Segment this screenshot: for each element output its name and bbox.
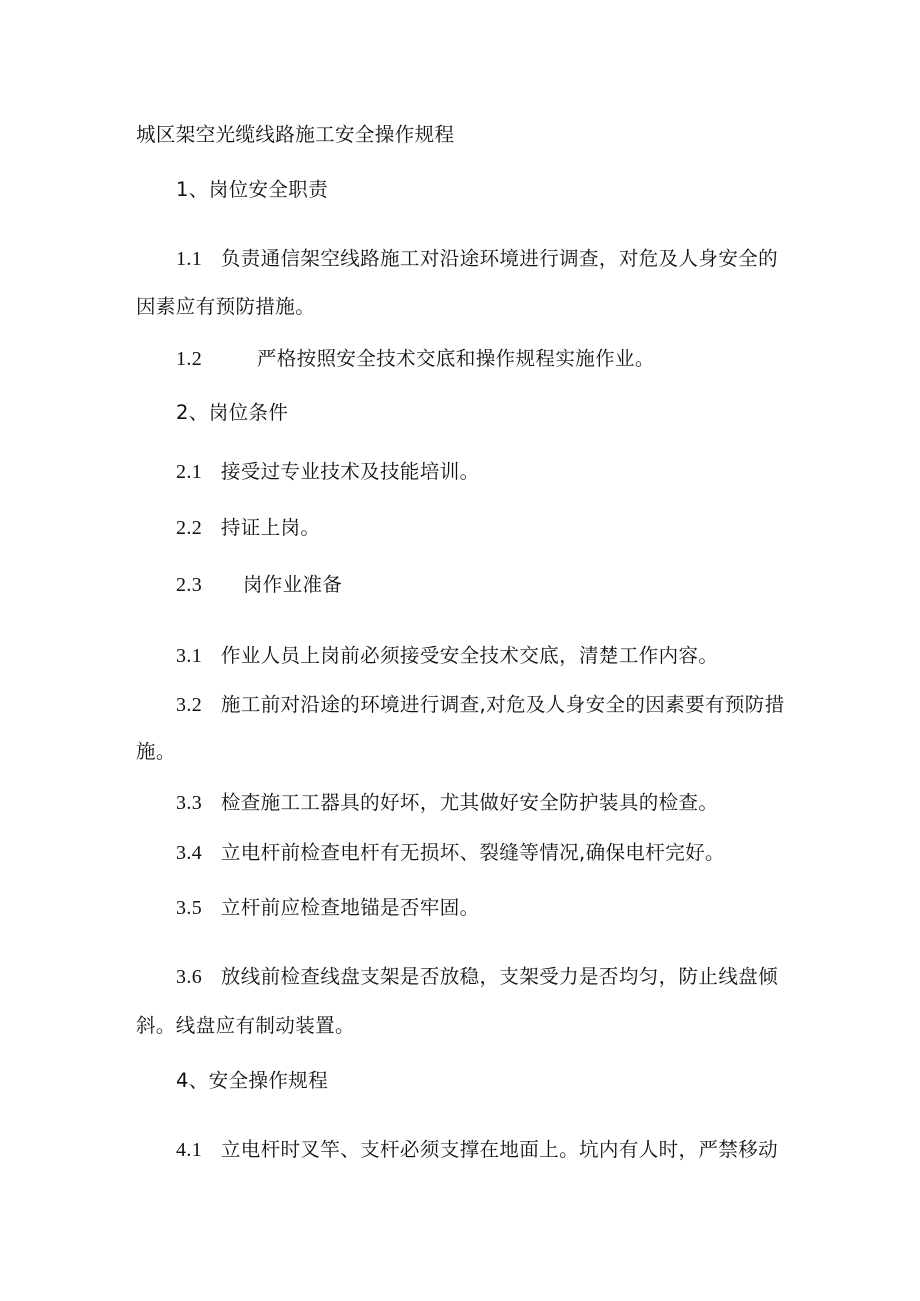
- clause-1-1-continued: 因素应有预防措施。: [136, 295, 316, 318]
- clause-text: 立电杆前检查电杆有无损坏、裂缝等情况,确保电杆完好。: [220, 841, 725, 864]
- clause-4-1: [176, 1137, 778, 1163]
- clause-number: 1.2: [176, 348, 203, 370]
- clause-number: 3.6: [176, 966, 203, 988]
- clause-text: 放线前检查线盘支架是否放稳，支架受力是否均匀，防止线盘倾: [220, 965, 779, 988]
- clause-number: 3.2: [176, 694, 203, 716]
- section-heading-2: 2、岗位条件: [176, 401, 289, 424]
- clause-3-2-continued: 施。: [136, 740, 176, 763]
- clause-text: 岗作业准备: [242, 573, 343, 596]
- clause-3-1: [176, 643, 718, 669]
- clause-2-1: [176, 459, 480, 485]
- clause-1-1: [176, 246, 778, 272]
- clause-number: 1.1: [176, 248, 203, 270]
- clause-text: 负责通信架空线路施工对沿途环境进行调查，对危及人身安全的: [220, 247, 779, 270]
- clause-text: 严格按照安全技术交底和操作规程实施作业。: [256, 347, 655, 370]
- clause-3-3: [176, 790, 718, 816]
- section-heading-1: 1、岗位安全职责: [176, 178, 329, 201]
- clause-text: 检查施工工器具的好坏，尤其做好安全防护装具的检查。: [220, 791, 719, 814]
- clause-number: 3.5: [176, 897, 203, 919]
- clause-text: 持证上岗。: [220, 516, 321, 539]
- section-heading-4: 4、安全操作规程: [176, 1069, 329, 1092]
- clause-number: 3.4: [176, 842, 203, 864]
- clause-text: 施工前对沿途的环境进行调查,对危及人身安全的因素要有预防措: [220, 693, 785, 716]
- document-title: 城区架空光缆线路施工安全操作规程: [136, 123, 455, 146]
- clause-text: 立电杆时叉竿、支杆必须支撑在地面上。坑内有人时，严禁移动: [220, 1138, 779, 1161]
- clause-number: 2.2: [176, 517, 203, 539]
- clause-2-3: [176, 572, 342, 598]
- clause-3-2: [176, 692, 785, 718]
- clause-text: 接受过专业技术及技能培训。: [220, 460, 480, 483]
- clause-number: 3.3: [176, 792, 203, 814]
- clause-3-6-continued: 斜。线盘应有制动装置。: [136, 1014, 355, 1037]
- clause-number: 2.3: [176, 574, 203, 596]
- clause-3-6: [176, 964, 778, 990]
- clause-number: 3.1: [176, 645, 203, 667]
- clause-number: 2.1: [176, 461, 203, 483]
- clause-1-2: [176, 346, 655, 372]
- clause-3-5: [176, 895, 480, 921]
- clause-2-2: [176, 515, 320, 541]
- clause-text: 立杆前应检查地锚是否牢固。: [220, 896, 480, 919]
- clause-text: 作业人员上岗前必须接受安全技术交底，清楚工作内容。: [220, 644, 719, 667]
- clause-3-4: [176, 840, 725, 866]
- clause-number: 4.1: [176, 1139, 203, 1161]
